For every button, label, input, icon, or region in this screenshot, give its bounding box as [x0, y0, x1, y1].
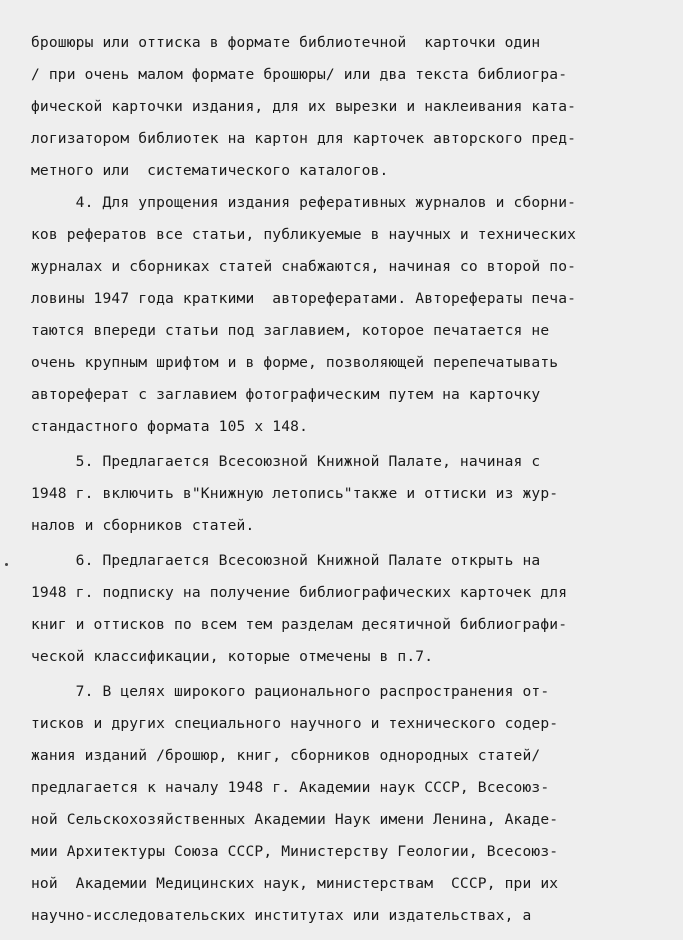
text-line: 1948 г. подписку на получение библиографических карточек для — [31, 584, 568, 601]
paragraph-4-start: 4. Для упрощения издания реферативных журналов и сборни- — [31, 194, 577, 211]
text-line: ной Сельскохозяйственных Академии Наук имени Ленина, Акаде- — [31, 811, 559, 828]
text-line: очень крупным шрифтом и в форме, позволяющей перепечатывать — [31, 354, 559, 371]
text-line: ловины 1947 года краткими авторефератами. Авторефераты печа- — [31, 290, 577, 307]
text-line: логизатором библиотек на картон для карточек авторского пред- — [31, 130, 577, 147]
text-line: ческой классификации, которые отмечены в п.7. — [31, 648, 434, 665]
text-line: таются впереди статьи под заглавием, которое печатается не — [31, 322, 550, 339]
text-line: фической карточки издания, для их вырезки и наклеивания ката- — [31, 98, 577, 115]
stray-ink-dot — [5, 563, 8, 566]
text-line: 1948 г. включить в"Книжную летопись"также и оттиски из жур- — [31, 485, 559, 502]
text-line: журналах и сборниках статей снабжаются, начиная со второй по- — [31, 258, 577, 275]
paragraph-6-start: 6. Предлагается Всесоюзной Книжной Палате открыть на — [31, 552, 541, 569]
text-line: научно-исследовательских институтах или издательствах, а — [31, 907, 532, 924]
text-line: брошюры или оттиска в формате библиотечной карточки один — [31, 34, 541, 51]
text-line: предлагается к началу 1948 г. Академии наук СССР, Всесоюз- — [31, 779, 550, 796]
text-line: ков рефератов все статьи, публикуемые в научных и технических — [31, 226, 577, 243]
paragraph-7-start: 7. В целях широкого рационального распространения от- — [31, 683, 550, 700]
text-line: налов и сборников статей. — [31, 517, 255, 534]
typewritten-text-block — [31, 27, 671, 932]
text-line: стандастного формата 105 х 148. — [31, 418, 309, 435]
text-line: метного или систематического каталогов. — [31, 162, 389, 179]
text-line: жания изданий /брошюр, книг, сборников однородных статей/ — [31, 747, 541, 764]
text-line: мии Архитектуры Союза СССР, Министерству Геологии, Всесоюз- — [31, 843, 559, 860]
text-line: автореферат с заглавием фотографическим путем на карточку — [31, 386, 541, 403]
paragraph-5-start: 5. Предлагается Всесоюзной Книжной Палате, начиная с — [31, 453, 541, 470]
text-line: / при очень малом формате брошюры/ или два текста библиогра- — [31, 66, 568, 83]
text-line: книг и оттисков по всем тем разделам десятичной библиографи- — [31, 616, 568, 633]
text-line: ной Академии Медицинских наук, министерствам СССР, при их — [31, 875, 559, 892]
text-line: тисков и других специального научного и технического содер- — [31, 715, 559, 732]
